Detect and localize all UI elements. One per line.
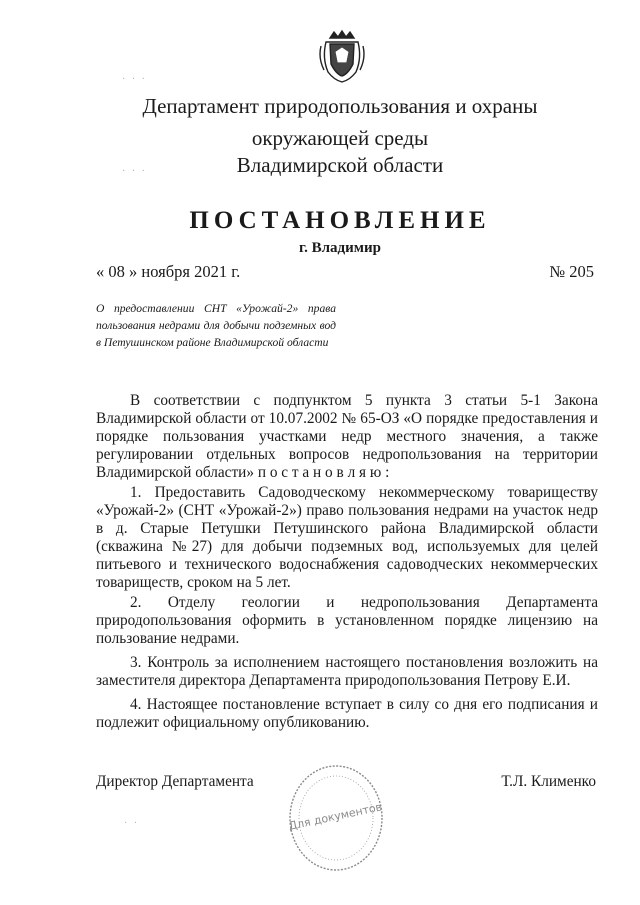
clause-3-text: 3. Контроль за исполнением настоящего постановления возложить на заместителя директора Департамента природопользования Петрову Е.И. bbox=[96, 654, 598, 689]
official-stamp bbox=[286, 762, 386, 874]
clause-1 bbox=[96, 484, 598, 592]
department-name-line-2: окружающей среды bbox=[251, 126, 429, 150]
scan-speck: · · bbox=[124, 818, 140, 829]
clause-2 bbox=[96, 594, 598, 648]
scan-speck: · · · bbox=[122, 74, 147, 85]
document-number: № 205 bbox=[549, 262, 594, 281]
signatory-position: Директор Департамента bbox=[96, 773, 254, 790]
document-date: « 08 » ноября 2021 г. bbox=[96, 262, 241, 281]
department-name-line-1: Департамент природопользования и охраны bbox=[142, 94, 538, 118]
clause-1-text: 1. Предоставить Садоводческому некоммерческому товариществу «Урожай-2» (СНТ «Урожай-2») право пользования недрами на участок недр в д. Старые Петушки Петушинского района Владимирской области (скважина №27) для добычи подземных вод, используемых для целей питьевого и технического водоснабжения садоводческих некоммерческих товариществ, сроком на 5 лет. bbox=[96, 484, 598, 591]
scan-speck: · · · bbox=[122, 166, 147, 177]
signatory-name: Т.Л. Клименко bbox=[501, 773, 596, 790]
department-name-line-3: Владимирской области bbox=[236, 153, 444, 177]
document-title: ПОСТАНОВЛЕНИЕ bbox=[189, 207, 491, 234]
svg-text:Для документов bbox=[287, 800, 383, 832]
document-city: г. Владимир bbox=[299, 240, 381, 256]
preamble-text: В соответствии с подпунктом 5 пункта 3 статьи 5-1 Закона Владимирской области от 10.07.2002 № 65-ОЗ «О порядке предоставления и порядке пользования участками недр местного значения, а также регулировании отдельных вопросов недропользования на территории Владимирской области» п о с т а н о в л я ю : bbox=[96, 392, 598, 481]
coat-of-arms-icon bbox=[318, 28, 366, 84]
clause-3 bbox=[96, 654, 598, 690]
clause-4 bbox=[96, 696, 598, 732]
clause-2-text: 2. Отделу геологии и недропользования Департамента природопользования оформить в установленном порядке лицензию на пользование недрами. bbox=[96, 594, 598, 647]
clause-4-text: 4. Настоящее постановление вступает в силу со дня его подписания и подлежит официальному опубликованию. bbox=[96, 696, 598, 731]
preamble-paragraph bbox=[96, 392, 598, 482]
document-subject: О предоставлении СНТ «Урожай-2» права пользования недрами для добычи подземных вод в Петушинском районе Владимирской области bbox=[96, 302, 336, 349]
stamp-text: Для документов bbox=[287, 800, 384, 833]
